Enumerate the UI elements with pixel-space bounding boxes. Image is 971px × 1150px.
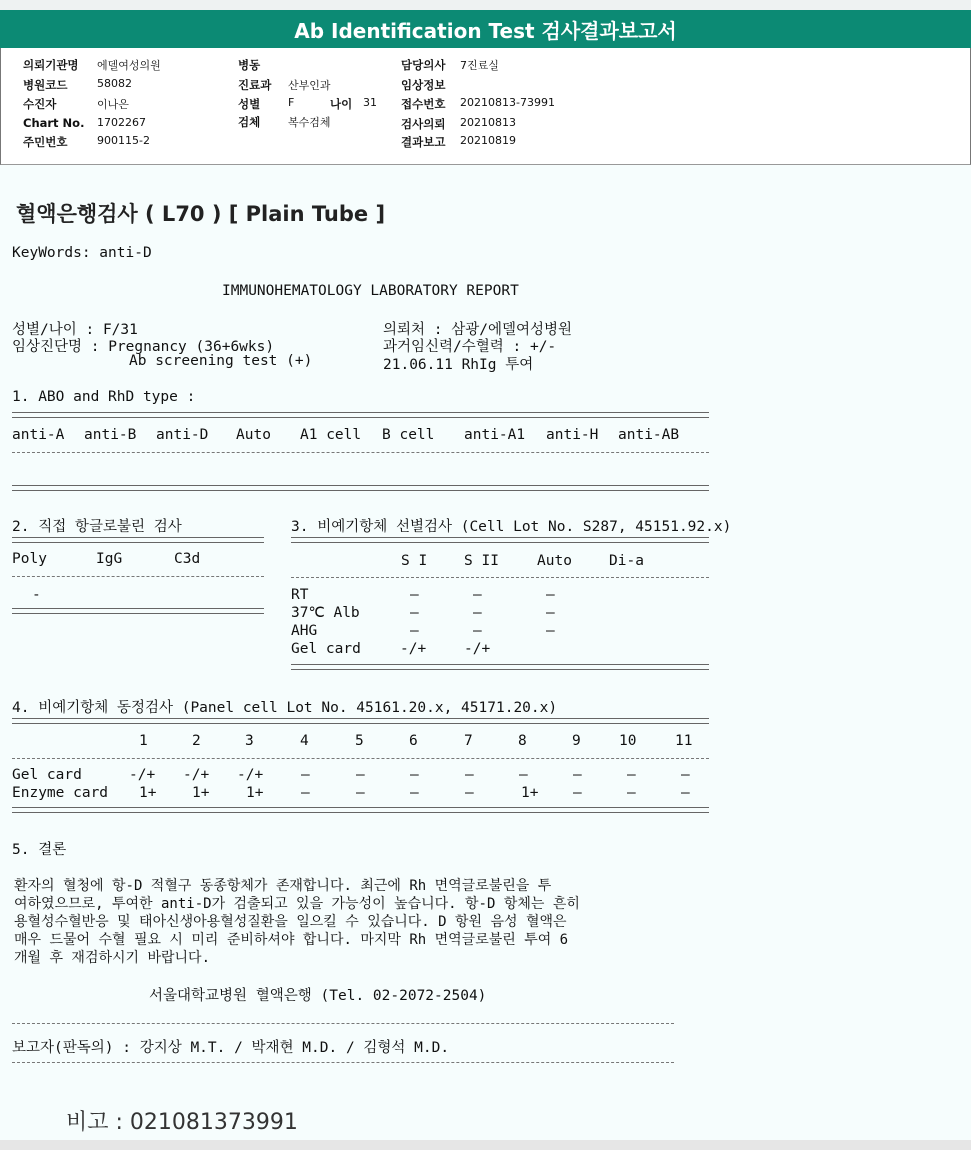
screen-row-37alb-label: 37℃ Alb [291,605,360,621]
panel-col: 4 [300,733,309,749]
screen-cell: -/+ [400,641,427,657]
dept-value: 산부인과 [288,79,331,92]
panel-cell: – [627,785,636,801]
clinical-label: 임상정보 [401,78,446,92]
divider [12,576,264,577]
patient-label: 수진자 [23,97,57,111]
receipt-label: 접수번호 [401,97,446,111]
screen-cell: – [410,623,419,639]
history: 과거임신력/수혈력 : +/- [383,339,557,355]
section1-title: 1. ABO and RhD type : [12,389,196,405]
screen-cell: – [546,605,555,621]
dat-col-igg: IgG [96,551,123,567]
section3-title: 3. 비예기항체 선별검사 (Cell Lot No. S287, 45151.92.x) [291,519,732,535]
request-label: 검사의뢰 [401,117,446,131]
panel-cell: – [519,767,528,783]
screen-cell: – [473,605,482,621]
divider [12,718,709,724]
divider [291,577,709,578]
abo-col-anti-d: anti-D [156,427,209,443]
divider [12,608,264,614]
dept-label: 진료과 [238,78,272,92]
panel-row-enzyme-label: Enzyme card [12,785,109,801]
lab-contact: 서울대학교병원 혈액은행 (Tel. 02-2072-2504) [149,988,487,1004]
age-value: 31 [363,96,377,109]
section4-title: 4. 비예기항체 동정검사 (Panel cell Lot No. 45161.20.x, 45171.20.x) [12,700,558,716]
abo-col-a1-cell: A1 cell [300,427,362,443]
panel-cell: – [301,785,310,801]
divider [291,537,709,543]
hospital-value: 에델여성의원 [97,59,161,72]
conclusion-line: 개월 후 재검하시기 바랍니다. [14,950,211,966]
screen-cell: – [410,605,419,621]
screen-row-gel-label: Gel card [291,641,361,657]
screen-col-s2: S II [464,553,499,569]
panel-cell: – [573,785,582,801]
panel-cell: – [465,767,474,783]
test-heading: 혈액은행검사 ( L70 ) [ Plain Tube ] [16,202,386,226]
ward-label: 병동 [238,58,261,72]
screen-cell: -/+ [464,641,491,657]
keywords: KeyWords: anti-D [12,245,152,261]
conclusion-line: 매우 드물어 수혈 필요 시 미리 준비하셔야 합니다. 마지막 Rh 면역글로불린 투여 6 [14,932,569,948]
code-label: 병원코드 [23,78,68,92]
screen-cell: – [473,623,482,639]
lab-report-title: IMMUNOHEMATOLOGY LABORATORY REPORT [222,283,519,299]
panel-col: 6 [409,733,418,749]
receipt-value: 20210813-73991 [460,96,555,109]
screen-col-auto: Auto [537,553,572,569]
chart-value: 1702267 [97,116,146,129]
reporters: 보고자(판독의) : 강지상 M.T. / 박재현 M.D. / 김형석 M.D. [12,1040,450,1056]
request-value: 20210813 [460,116,516,129]
conclusion-line: 환자의 혈청에 항-D 적혈구 동종항체가 존재합니다. 최근에 Rh 면역글로불린을 투 [14,878,552,894]
patient-info-header [0,48,971,165]
panel-col: 8 [518,733,527,749]
sex-age: 성별/나이 : F/31 [12,322,138,338]
conclusion-line: 용혈성수혈반응 및 태아신생아용혈성질환을 일으킬 수 있습니다. D 항원 음성 혈액은 [14,914,567,930]
panel-row-gel-label: Gel card [12,767,82,783]
divider [12,485,709,491]
bottom-edge [0,1140,971,1150]
referrer: 의뢰처 : 삼광/에델여성병원 [383,322,572,338]
abo-col-anti-h: anti-H [546,427,599,443]
divider [12,1062,674,1063]
panel-cell: – [410,785,419,801]
panel-cell: – [681,767,690,783]
screen-col-s1: S I [401,553,428,569]
panel-cell: – [573,767,582,783]
panel-cell: 1+ [246,785,264,801]
screen-col-dia: Di-a [609,553,644,569]
panel-col: 2 [192,733,201,749]
screen-row-ahg-label: AHG [291,623,318,639]
abo-col-auto: Auto [236,427,271,443]
panel-col: 3 [245,733,254,749]
specimen-label: 검체 [238,115,261,129]
screen-cell: – [473,587,482,603]
doctor-label: 담당의사 [401,58,446,72]
panel-cell: -/+ [183,767,210,783]
divider [12,758,709,759]
code-value: 58082 [97,77,132,90]
panel-cell: – [681,785,690,801]
note: 비고 : 021081373991 [66,1110,298,1135]
sex-label: 성별 [238,97,261,111]
conclusion-line: 여하였으므로, 투여한 anti-D가 검출되고 있을 가능성이 높습니다. 항-D 항체는 흔히 [14,896,580,912]
abo-col-b-cell: B cell [382,427,435,443]
screen-cell: – [546,587,555,603]
abo-col-anti-a: anti-A [12,427,65,443]
panel-col: 1 [139,733,148,749]
panel-cell: 1+ [521,785,539,801]
abo-col-anti-b: anti-B [84,427,137,443]
screen-row-rt-label: RT [291,587,309,603]
panel-col: 10 [619,733,637,749]
panel-cell: – [627,767,636,783]
rhig-admin: 21.06.11 RhIg 투여 [383,357,534,373]
ssn-value: 900115-2 [97,134,150,147]
ssn-label: 주민번호 [23,135,68,149]
divider [12,537,264,543]
panel-cell: – [301,767,310,783]
panel-cell: – [410,767,419,783]
panel-cell: – [356,767,365,783]
panel-col: 7 [464,733,473,749]
report-title: Ab Identification Test 검사결과보고서 [0,10,971,48]
chart-label: Chart No. [23,116,85,130]
panel-cell: 1+ [139,785,157,801]
panel-cell: – [356,785,365,801]
divider [12,412,709,418]
diagnosis-line2: Ab screening test (+) [129,353,313,369]
diagnosis-line1: 임상진단명 : Pregnancy (36+6wks) [12,339,275,355]
dat-col-c3d: C3d [174,551,201,567]
sex-value: F [288,96,295,109]
screen-cell: – [546,623,555,639]
abo-col-anti-a1: anti-A1 [464,427,526,443]
divider [291,664,709,670]
dat-col-poly: Poly [12,551,47,567]
divider [12,807,709,813]
panel-cell: 1+ [192,785,210,801]
panel-col: 9 [572,733,581,749]
panel-col: 5 [355,733,364,749]
section5-title: 5. 결론 [12,842,67,858]
panel-cell: -/+ [129,767,156,783]
screen-cell: – [410,587,419,603]
panel-cell: -/+ [237,767,264,783]
dat-result: - [32,587,41,603]
section2-title: 2. 직접 항글로불린 검사 [12,519,182,535]
report-date-value: 20210819 [460,134,516,147]
abo-col-anti-ab: anti-AB [618,427,680,443]
panel-col: 11 [675,733,693,749]
divider [12,452,709,453]
patient-value: 이나은 [97,98,129,111]
age-label: 나이 [330,97,353,111]
panel-cell: – [465,785,474,801]
specimen-value: 복수검체 [288,116,331,129]
doctor-value: 7진료실 [460,59,499,72]
report-date-label: 결과보고 [401,135,446,149]
hospital-label: 의뢰기관명 [23,58,79,72]
divider [12,1023,674,1024]
